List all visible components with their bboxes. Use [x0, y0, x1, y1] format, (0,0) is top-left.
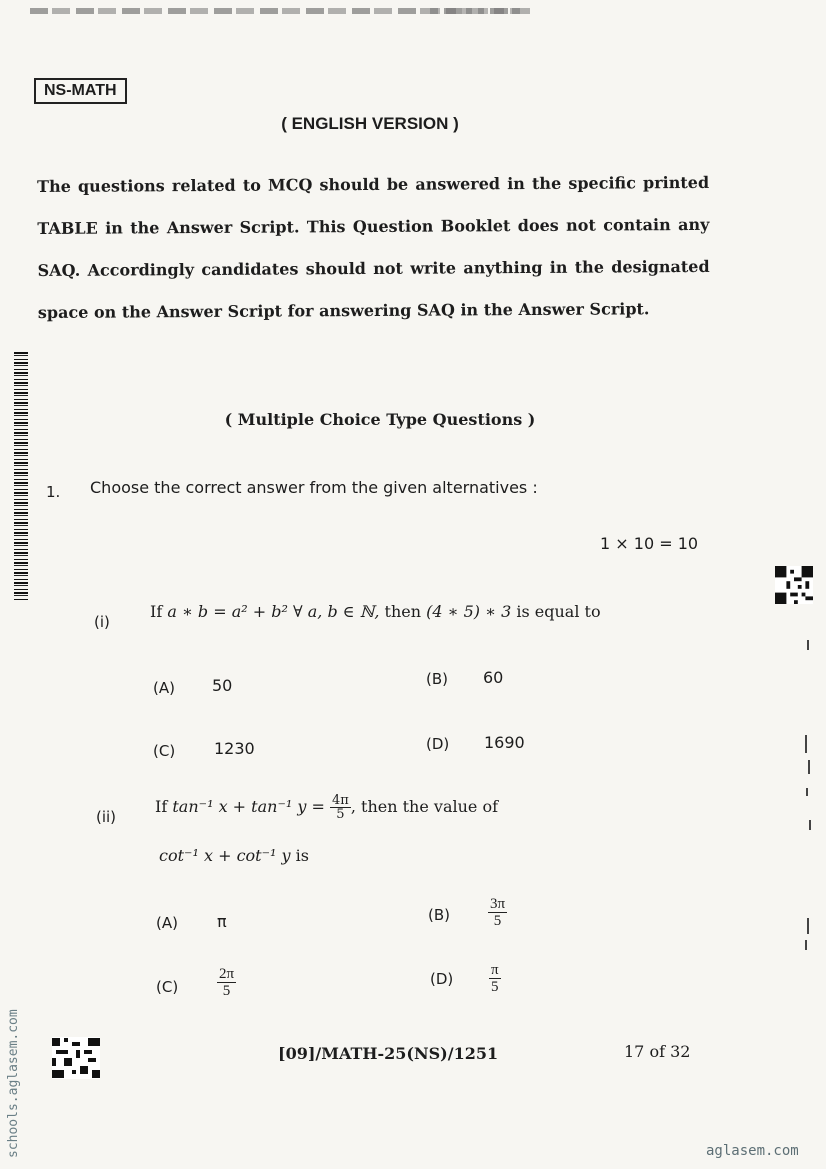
part-ii-option-c-label: (C): [156, 978, 179, 996]
qr-code-bottom-icon: [52, 1037, 100, 1079]
qr-code-icon: [775, 566, 813, 604]
part-ii-stem-suffix: , then the value of: [350, 797, 499, 816]
part-i-stem-suffix: is equal to: [516, 602, 601, 621]
page-of-label: of: [649, 1042, 666, 1061]
part-i-stem-math2: (4 ∗ 5) ∗ 3: [426, 602, 512, 621]
scan-margin-marks: [805, 640, 819, 1000]
barcode-strip: [14, 352, 28, 600]
version-heading: ( ENGLISH VERSION ): [281, 114, 459, 133]
part-i-label: (i): [94, 613, 110, 631]
part-ii-option-b-fraction: [488, 896, 507, 929]
part-ii-label: (ii): [96, 808, 117, 826]
part-i-option-d-value: 1690: [484, 733, 525, 752]
part-ii-option-b-num: 3π: [490, 896, 506, 912]
part-ii-option-b-label: (B): [428, 906, 450, 924]
part-ii-stem-math: tan⁻¹ x + tan⁻¹ y =: [172, 797, 325, 816]
part-i-stem-math: a ∗ b = a² + b² ∀ a, b ∈ ℕ,: [167, 602, 380, 621]
part-ii-option-d-num: π: [491, 962, 499, 978]
part-i-stem: [150, 602, 601, 621]
part-i-stem-prefix: If: [150, 602, 163, 621]
part-ii-option-c-den: 5: [222, 983, 231, 999]
marks-allocation: 1 × 10 = 10: [600, 534, 699, 553]
part-ii-option-a-value: π: [217, 912, 227, 931]
subject-code-box: NS-MATH: [34, 78, 127, 104]
part-ii-stem-line2-suffix: is: [295, 846, 309, 865]
part-ii-stem-line2-math: cot⁻¹ x + cot⁻¹ y: [159, 846, 291, 865]
part-ii-stem-prefix: If: [155, 797, 168, 816]
part-i-option-b-value: 60: [483, 668, 504, 687]
question-number: 1.: [46, 483, 61, 501]
part-ii-stem-fraction: [330, 794, 351, 821]
part-ii-option-c-fraction: [217, 966, 236, 999]
part-ii-frac-den: 5: [336, 807, 345, 822]
part-i-option-b-label: (B): [426, 670, 448, 688]
page-counter: [624, 1042, 690, 1061]
page-total: 32: [670, 1042, 691, 1061]
page-number: 17: [624, 1042, 645, 1061]
part-ii-option-d-label: (D): [430, 970, 454, 988]
part-i-option-c-value: 1230: [214, 739, 255, 758]
part-i-option-d-label: (D): [426, 735, 450, 753]
side-watermark: [6, 968, 30, 1158]
part-i-stem-then: then: [384, 602, 422, 621]
part-i-option-a-value: 50: [212, 676, 233, 695]
scan-noise-top-right: [430, 8, 525, 14]
part-ii-stem-line2: [159, 846, 309, 865]
bottom-watermark: aglasem.com: [706, 1143, 799, 1159]
part-i-option-c-label: (C): [153, 742, 176, 760]
part-ii-option-c-num: 2π: [219, 966, 235, 982]
part-ii-frac-num: 4π: [332, 793, 349, 808]
part-i-option-a-label: (A): [153, 679, 175, 697]
part-ii-stem: [155, 794, 498, 821]
instructions-paragraph: The questions related to MCQ should be answered in the specific printed TABLE in the Answer Script. This Question Booklet does not contain any SAQ. Accordingly candidates should not write anything in the designated space on the Answer Script for answering SAQ in the Answer Script.: [37, 172, 710, 322]
part-ii-option-d-den: 5: [491, 979, 499, 995]
side-watermark-text: schools.aglasem.com: [6, 1009, 21, 1158]
part-ii-option-a-label: (A): [156, 914, 178, 932]
part-ii-option-b-den: 5: [493, 913, 502, 929]
part-ii-option-d-fraction: [489, 962, 501, 995]
section-heading: ( Multiple Choice Type Questions ): [224, 410, 536, 429]
question-instruction: Choose the correct answer from the given alternatives :: [90, 478, 538, 497]
paper-code: [09]/MATH-25(NS)/1251: [278, 1044, 499, 1063]
